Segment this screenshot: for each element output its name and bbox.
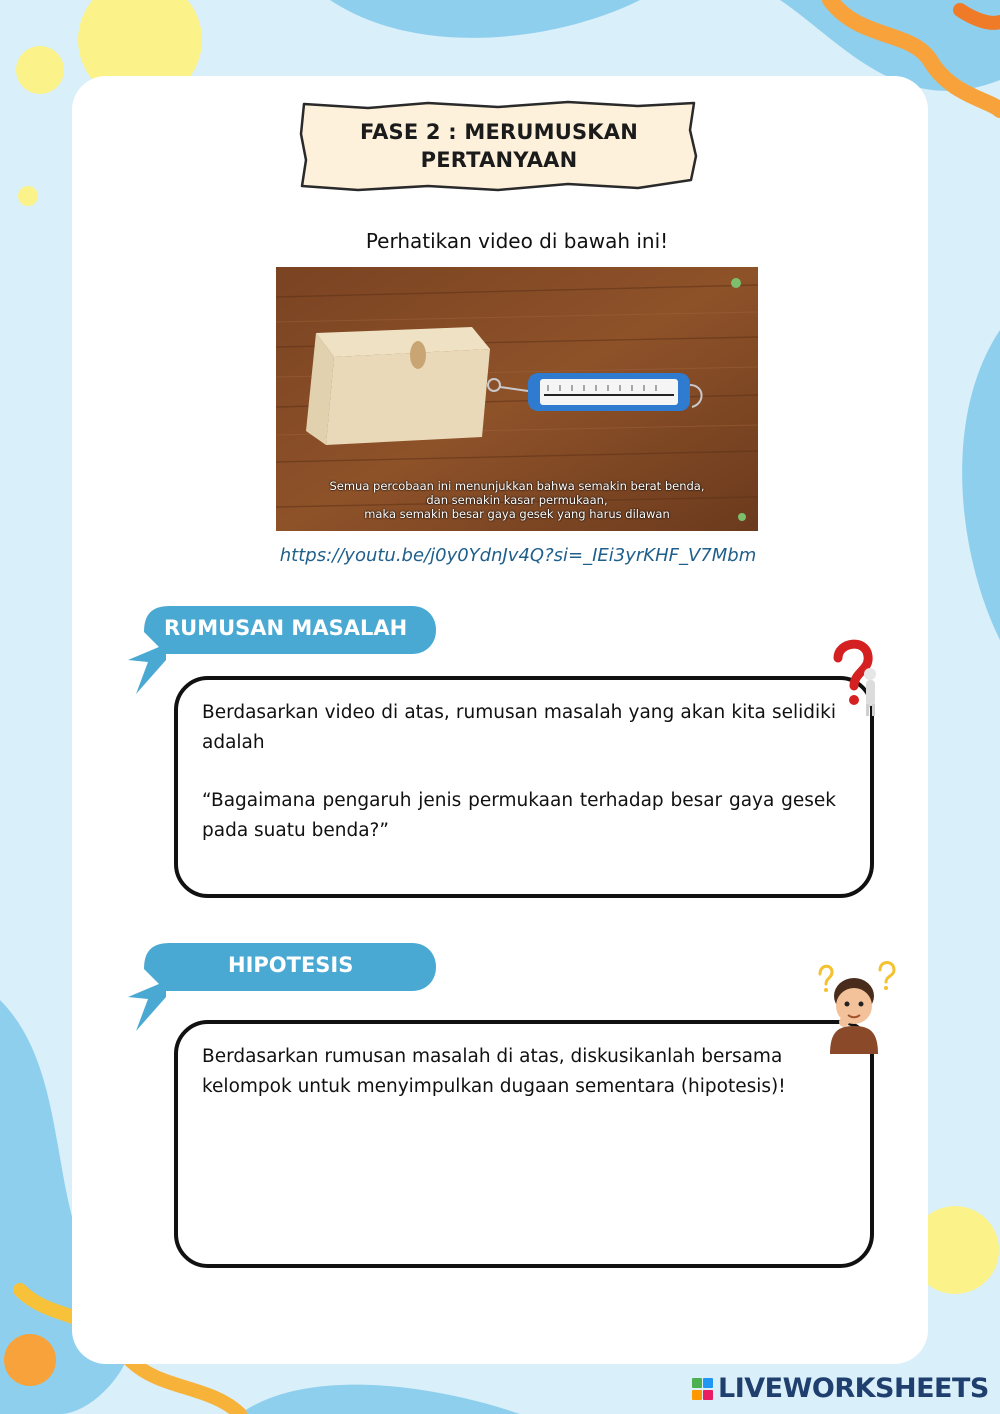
rumusan-masalah-label: RUMUSAN MASALAH	[164, 616, 408, 640]
video-thumbnail[interactable]	[276, 267, 758, 531]
video-instruction: Perhatikan video di bawah ini!	[365, 229, 669, 253]
liveworksheets-mark-icon	[692, 1378, 714, 1402]
hipotesis-box[interactable]	[174, 1020, 874, 1268]
rumusan-intro-text: Berdasarkan video di atas, rumusan masalah yang akan kita selidiki adalah	[202, 702, 836, 753]
video-caption: Semua percobaan ini menunjukkan bahwa semakin berat benda, dan semakin kasar permukaan, maka semakin besar gaya gesek yang harus dilawan	[329, 479, 705, 521]
rumusan-question-text: “Bagaimana pengaruh jenis permukaan terhadap besar gaya gesek pada suatu benda?”	[202, 790, 836, 841]
hipotesis-label: HIPOTESIS	[228, 953, 354, 977]
rumusan-masalah-box	[174, 676, 874, 898]
youtube-link[interactable]: https://youtu.be/j0y0YdnJv4Q?si=_IEi3yrKHF_V7Mbm	[279, 545, 757, 566]
question-mark-figure-icon	[826, 636, 886, 718]
thinking-boy-icon	[814, 960, 898, 1056]
page-title: FASE 2 : MERUMUSKAN PERTANYAAN	[359, 120, 639, 172]
title-banner	[298, 100, 700, 194]
liveworksheets-logo	[692, 1372, 992, 1406]
liveworksheets-wordmark: LIVEWORKSHEETS	[718, 1373, 989, 1404]
hipotesis-prompt-text: Berdasarkan rumusan masalah di atas, diskusikanlah bersama kelompok untuk menyimpulkan dugaan sementara (hipotesis)!	[202, 1046, 786, 1097]
